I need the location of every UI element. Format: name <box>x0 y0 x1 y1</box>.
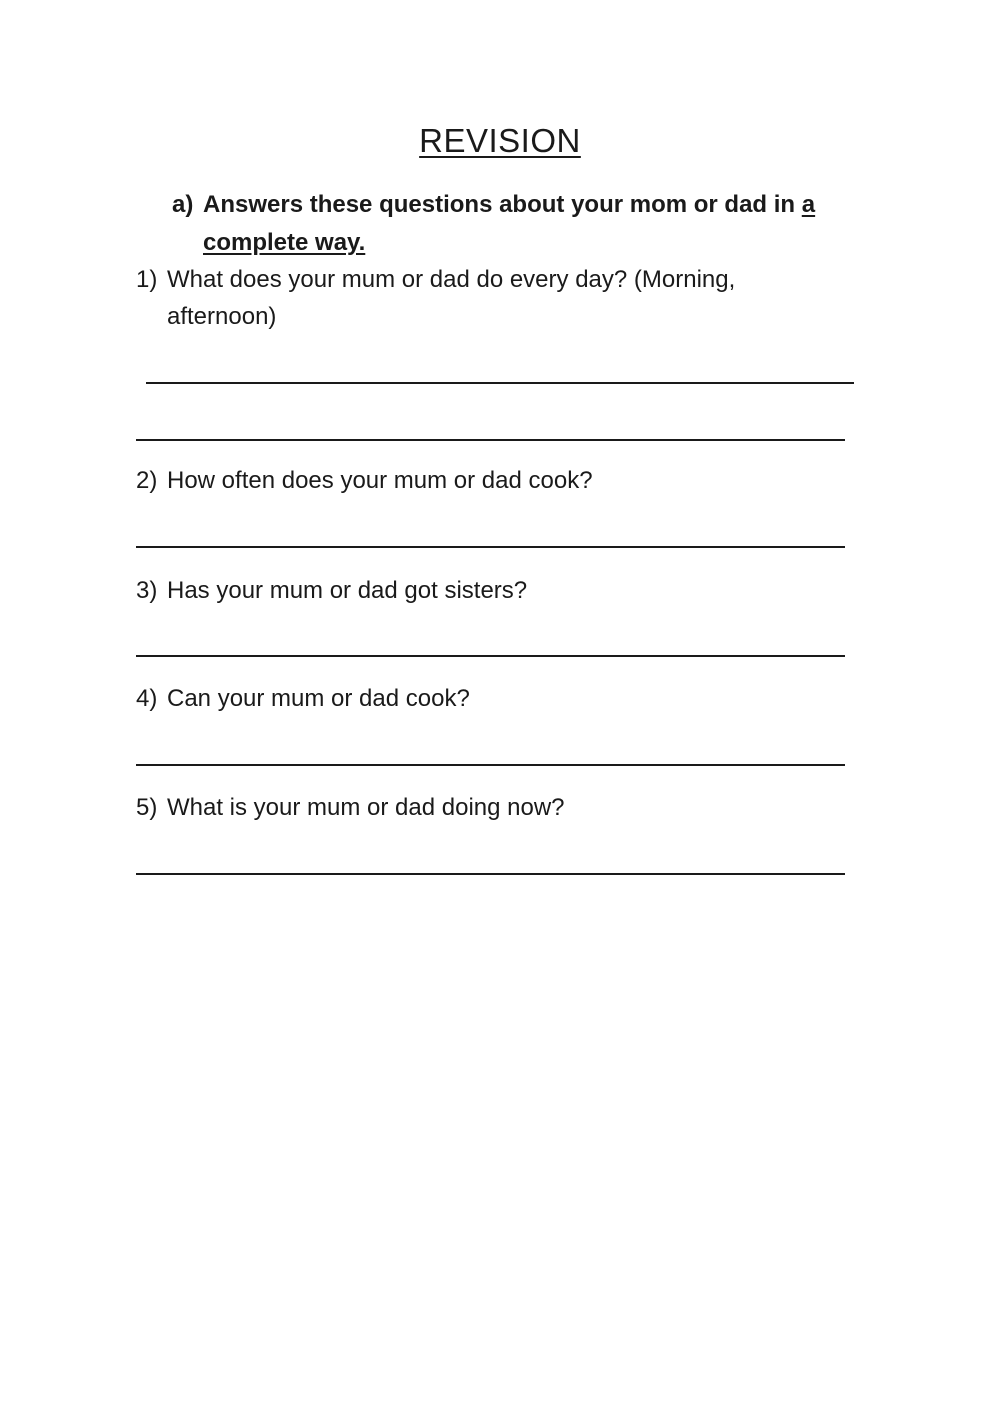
answer-line-1a[interactable] <box>146 382 854 384</box>
instruction-text-plain: Answers these questions about your mom or dad in <box>203 191 802 218</box>
instruction <box>172 186 832 262</box>
question-number: 2) <box>136 467 158 494</box>
question-2 <box>136 462 836 499</box>
question-number: 1) <box>136 266 158 293</box>
answer-line-3[interactable] <box>136 655 845 657</box>
instruction-text <box>203 186 832 262</box>
question-number: 4) <box>136 685 158 712</box>
answer-line-1b[interactable] <box>136 439 845 441</box>
instruction-marker: a) <box>172 191 194 218</box>
page-title: REVISION <box>419 122 581 159</box>
question-5 <box>136 789 836 826</box>
instruction-text-underlined: a complete way. <box>203 191 816 256</box>
answer-line-4[interactable] <box>136 764 845 766</box>
question-text: Can your mum or dad cook? <box>167 685 470 712</box>
question-text: What is your mum or dad doing now? <box>167 794 565 821</box>
question-text: How often does your mum or dad cook? <box>167 467 593 494</box>
question-text: Has your mum or dad got sisters? <box>167 577 528 604</box>
question-3 <box>136 572 836 609</box>
question-number: 5) <box>136 794 158 821</box>
question-number: 3) <box>136 577 158 604</box>
answer-line-2[interactable] <box>136 546 845 548</box>
question-1 <box>136 261 836 335</box>
question-text: What does your mum or dad do every day? (Morning, afternoon) <box>167 266 736 330</box>
question-4 <box>136 680 836 717</box>
answer-line-5[interactable] <box>136 873 845 875</box>
